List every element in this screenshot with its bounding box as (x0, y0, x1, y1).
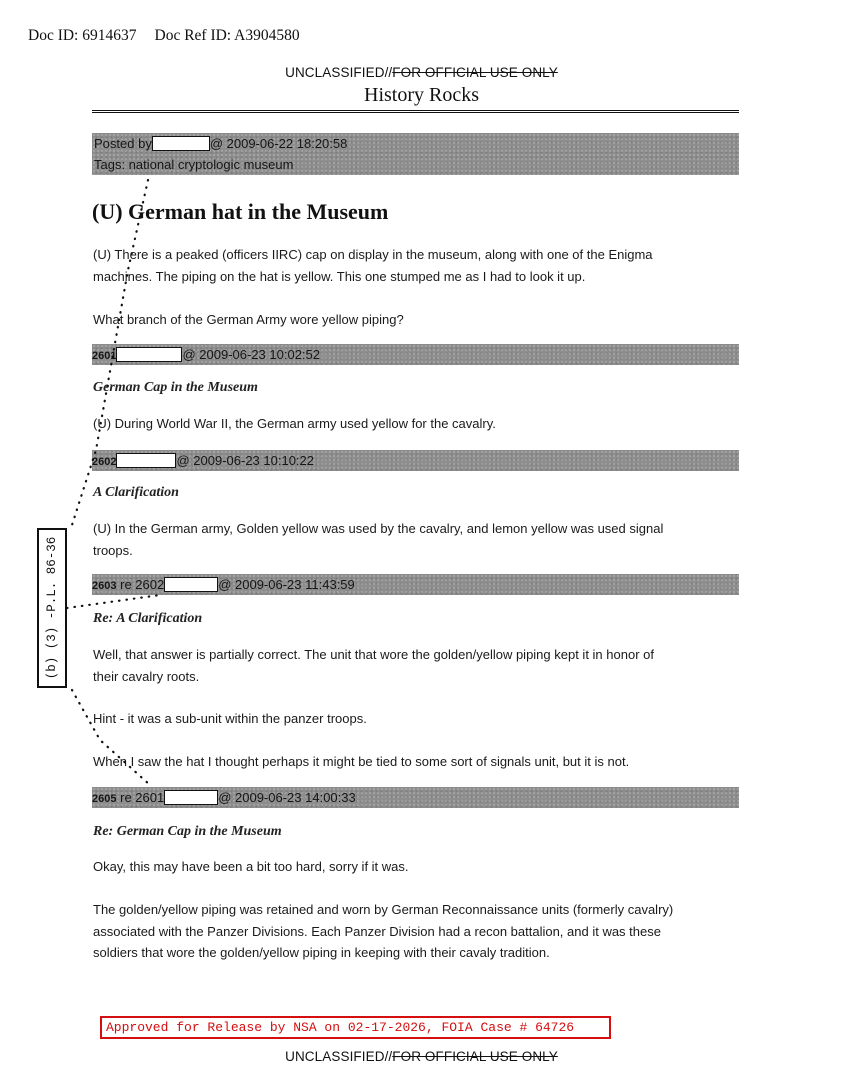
comment-line: their cavalry roots. (93, 668, 200, 684)
post-paragraph-2: What branch of the German Army wore yellow piping? (93, 312, 404, 327)
comment-number: 2603 (92, 580, 117, 592)
posted-by-label: Posted by (94, 136, 152, 151)
doc-ref-id: Doc Ref ID: A3904580 (154, 27, 300, 44)
comment-number: 2602 (92, 456, 117, 468)
leader-line-middle (67, 595, 160, 608)
post-title: (U) German hat in the Museum (92, 199, 389, 224)
post-tags[interactable]: Tags: national cryptologic museum (94, 157, 294, 172)
comment-number: 2605 (92, 793, 117, 805)
classification-prefix: UNCLASSIFIED// (285, 1049, 393, 1064)
comment-reply-to: re 2601 (120, 790, 165, 805)
comment-title: Re: German Cap in the Museum (93, 824, 282, 839)
comment-timestamp: @ 2009-06-23 14:00:33 (218, 790, 356, 805)
post-paragraph-1-line-2: machines. The piping on the hat is yellow. This one stumped me as I had to look it up. (93, 268, 586, 284)
approval-stamp: Approved for Release by NSA on 02-17-2026, FOIA Case # 64726 (100, 1016, 611, 1039)
exemption-label: (b) (3) -P.L. 86-36 (45, 536, 59, 680)
comment-line: Hint - it was a sub-unit within the panzer troops. (93, 711, 367, 726)
comment-line: associated with the Panzer Divisions. Each Panzer Division had a recon battalion, and it was these (93, 923, 661, 939)
comment-line: troops. (93, 542, 133, 558)
comment-title: German Cap in the Museum (93, 380, 258, 395)
exemption-box (37, 528, 67, 688)
comment-reply-to: re 2602 (120, 577, 165, 592)
comment-line: soldiers that wore the golden/yellow piping in keeping with their cavaly tradition. (93, 945, 550, 960)
comment-timestamp: @ 2009-06-23 10:10:22 (176, 453, 315, 468)
blog-title: History Rocks (364, 84, 479, 106)
comment-line: (U) In the German army, Golden yellow was used by the cavalry, and lemon yellow was used signal (93, 521, 664, 536)
comment-line: The golden/yellow piping was retained and worn by German Reconnaissance units (formerly cavalry) (93, 902, 674, 917)
comment-timestamp: @ 2009-06-23 10:02:52 (182, 347, 321, 362)
classification-marking-bottom (0, 1049, 843, 1064)
comment-line: Well, that answer is partially correct. The unit that wore the golden/yellow piping kept it in honor of (93, 647, 654, 662)
comment-title: A Clarification (93, 485, 179, 500)
comment-number: 2601 (92, 350, 117, 362)
post-timestamp: @ 2009-06-22 18:20:58 (209, 136, 348, 151)
classification-struck: FOR OFFICIAL USE ONLY (392, 1049, 558, 1064)
leader-line-upper (72, 180, 148, 525)
comment-text: (U) During World War II, the German army used yellow for the cavalry. (93, 416, 496, 431)
leader-line-lower (72, 690, 150, 785)
post-paragraph-1-line-1: (U) There is a peaked (officers IIRC) cap on display in the museum, along with one of the Enigma (93, 247, 653, 262)
classification-struck: FOR OFFICIAL USE ONLY (392, 65, 558, 80)
comment-line: When I saw the hat I thought perhaps it might be tied to some sort of signals unit, but it is not. (93, 754, 630, 769)
comment-timestamp: @ 2009-06-23 11:43:59 (218, 577, 355, 592)
comment-title: Re: A Clarification (93, 611, 203, 626)
comment-line: Okay, this may have been a bit too hard, sorry if it was. (93, 859, 409, 874)
doc-id: Doc ID: 6914637 (28, 27, 137, 44)
classification-prefix: UNCLASSIFIED// (285, 65, 393, 80)
